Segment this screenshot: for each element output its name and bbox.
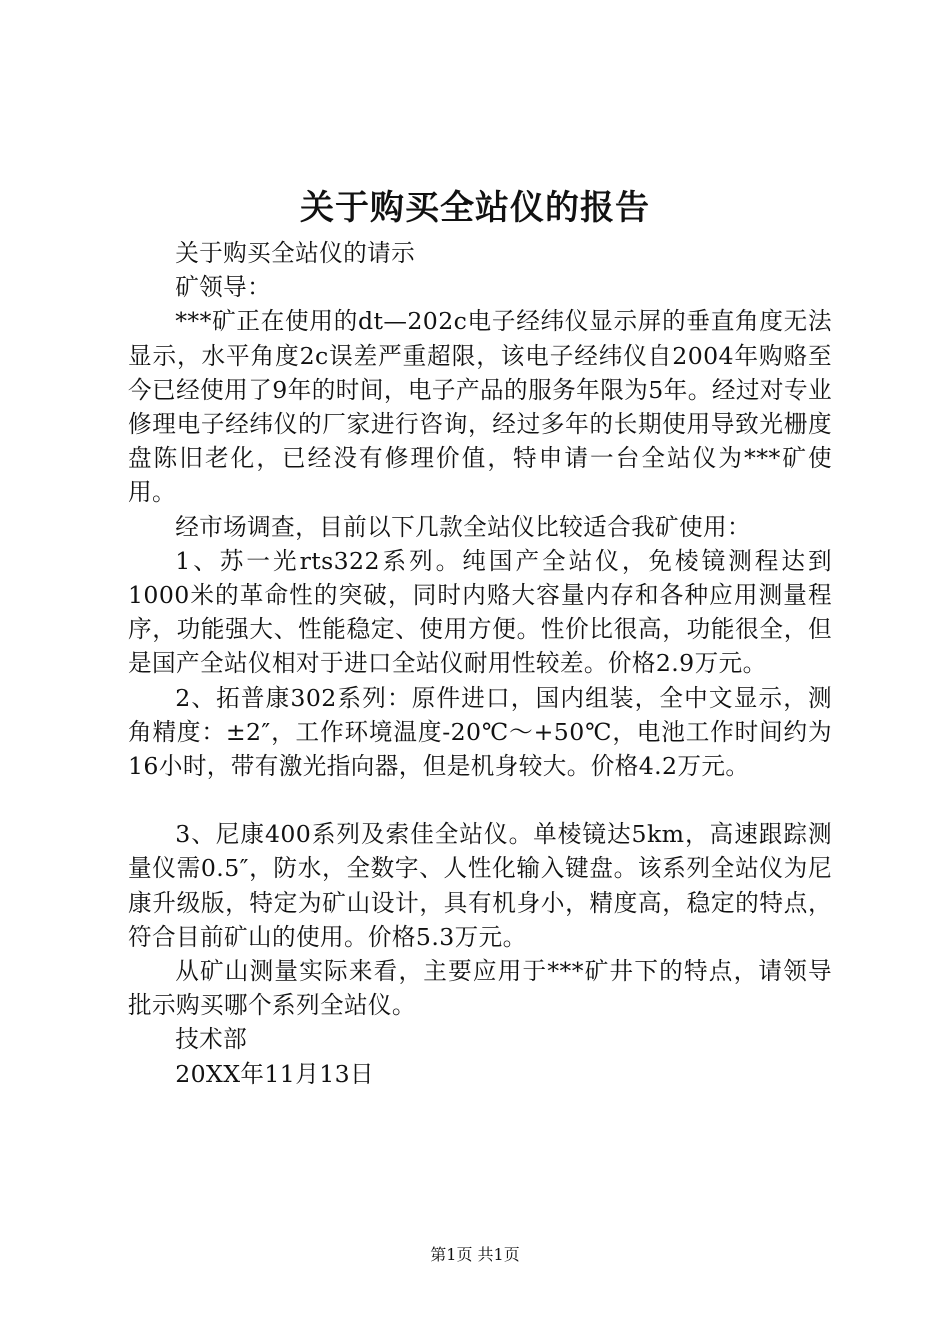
paragraph-subject: 关于购买全站仪的请示 — [175, 239, 416, 267]
paragraph-salutation: 矿领导： — [175, 273, 272, 302]
paragraph-option-2: 2、拓普康302系列：原件进口，国内组装，全中文显示，测角精度：±2″，工作环境温度-20℃～+50℃，电池工作时间约为16小时，带有激光指向器，但是机身较大。价格4.2万元。 — [128, 683, 832, 781]
paragraph-option-1: 1、苏一光rts322系列。纯国产全站仪，免棱镜测程达到1000米的革命性的突破，同时内赂大容量内存和各种应用测量程序，功能强大、性能稳定、使用方便。性价比很高，功能很全，但是国产全站仪相对于进口全站仪耐用性较差。价格2.9万元。 — [128, 546, 832, 678]
paragraph-conclusion: 从矿山测量实际来看，主要应用于***矿井下的特点，请领导批示购买哪个系列全站仪。 — [128, 957, 832, 1020]
page-footer: 第1页 共1页 — [430, 1245, 520, 1264]
paragraph-survey-intro: 经市场调查，目前以下几款全站仪比较适合我矿使用： — [175, 512, 752, 541]
paragraph-department: 技术部 — [175, 1025, 248, 1054]
document-title: 关于购买全站仪的报告 — [300, 188, 650, 228]
document-body — [128, 236, 832, 1091]
paragraph-date: 20XX年11月13日 — [175, 1059, 375, 1088]
paragraph-background: ***矿正在使用的dt—202c电子经纬仪显示屏的垂直角度无法显示，水平角度2c误差严重超限，该电子经纬仪自2004年购赂至今已经使用了9年的时间，电子产品的服务年限为5年。经过对专业修理电子经纬仪的厂家进行咨询，经过多年的长期使用导致光栅度盘陈旧老化，已经没有修理价值，特申请一台全站仪为***矿使用。 — [128, 307, 832, 507]
paragraph-option-3: 3、尼康400系列及索佳全站仪。单棱镜达5km，高速跟踪测量仪需0.5″，防水，全数字、人性化输入键盘。该系列全站仪为尼康升级版，特定为矿山设计，具有机身小，精度高，稳定的特点，符合目前矿山的使用。价格5.3万元。 — [128, 820, 832, 951]
